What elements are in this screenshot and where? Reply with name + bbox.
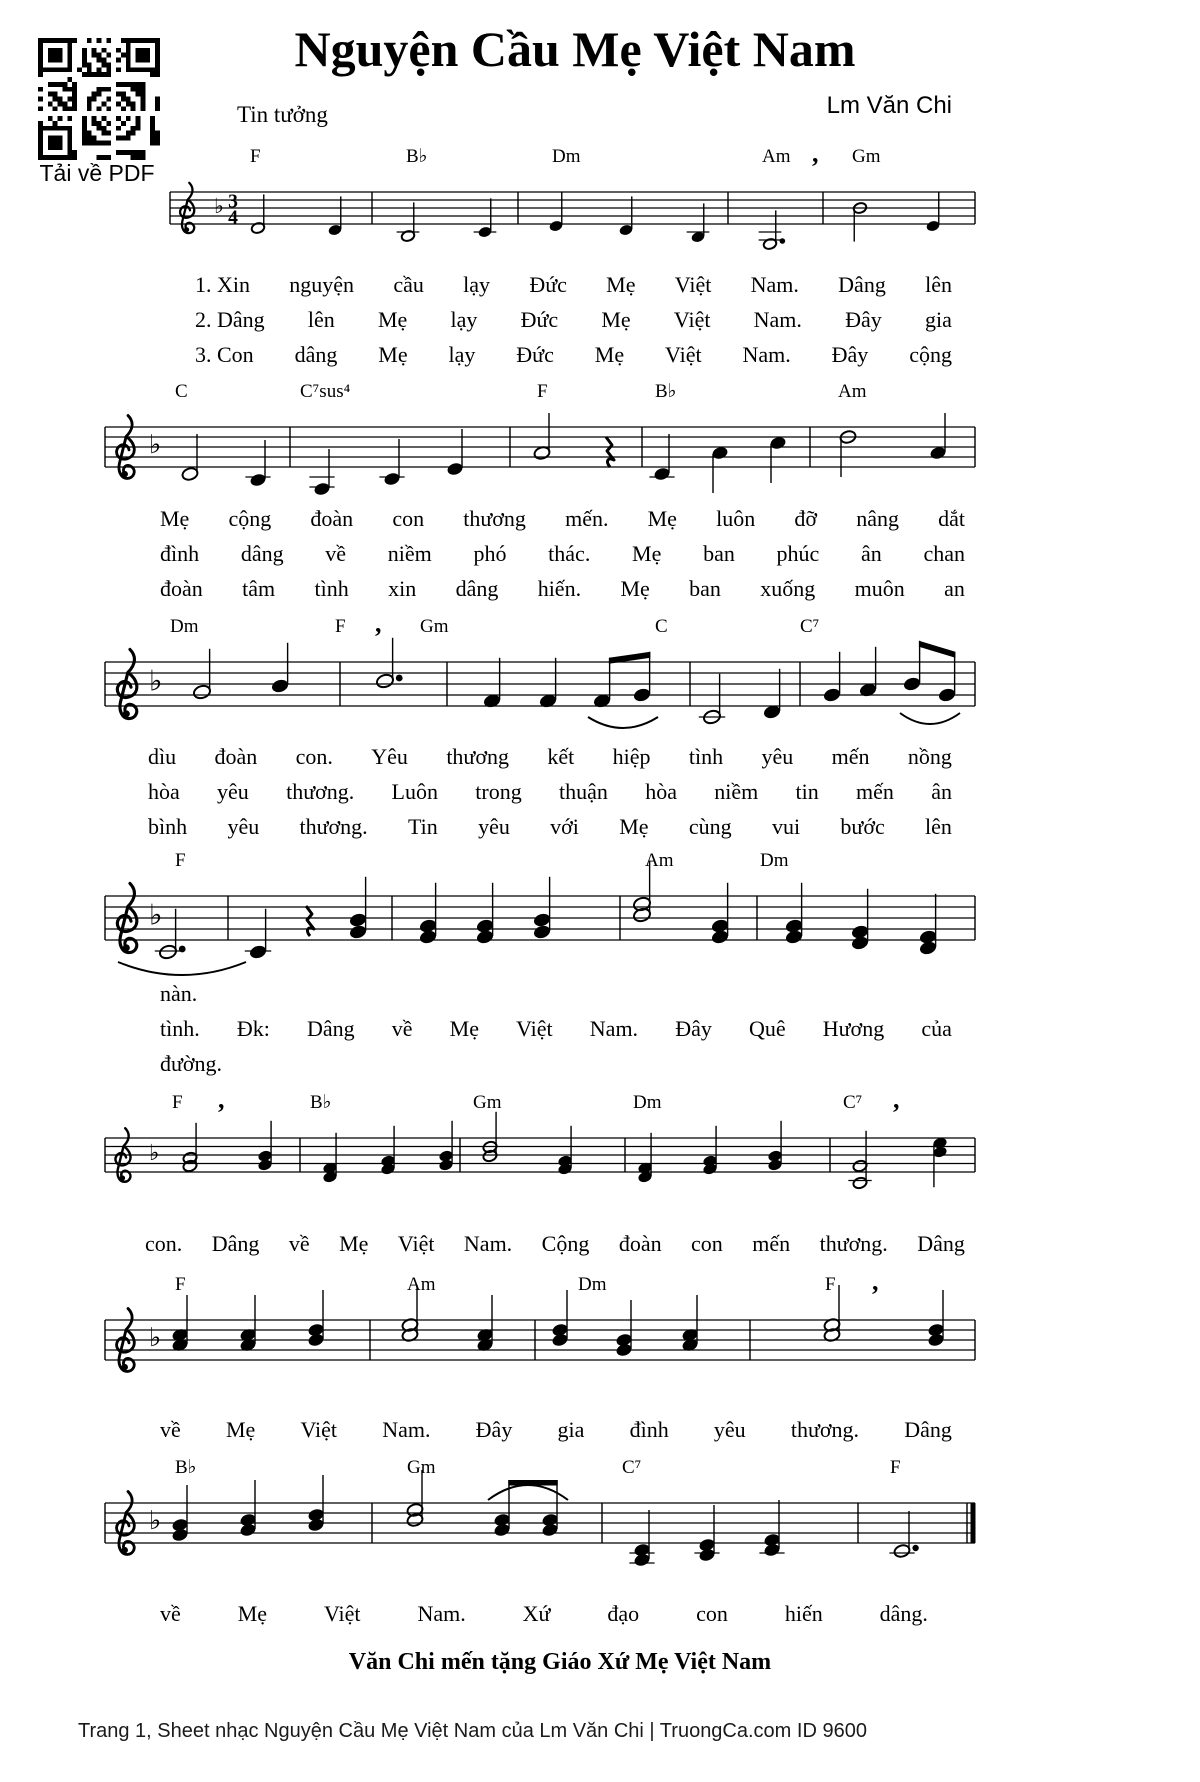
augmentation-dot [780,238,786,244]
lyric-word: Mẹ [237,1601,268,1626]
lyric-word: đình [160,541,200,566]
lyric-word: về [325,541,347,566]
lyric-word: Việt [516,1016,553,1041]
lyric-word: Dâng [904,1417,952,1442]
lyrics-line [160,1016,952,1042]
final-barline-thick [971,1503,976,1543]
breath-mark: , [375,609,382,638]
lyric-word: Đk: [236,1016,270,1041]
lyric-word: gia [924,307,952,332]
augmentation-dot [179,946,186,953]
lyric-word: Dâng [917,1231,965,1256]
notehead [769,435,787,450]
quarter-rest [606,437,614,467]
lyric-word: vui [771,814,801,839]
lyric-word: thương [446,744,509,769]
lyric-word: xuống [760,576,816,601]
chord-label: Dm [633,1092,662,1113]
lyric-word: niềm [387,541,432,566]
notehead [763,1542,781,1557]
lyric-word: Mẹ [619,814,649,839]
lyric-word: Tin [408,814,438,839]
lyric-word: về [288,1231,310,1256]
lyrics-line [160,576,965,602]
lyric-word: thương [463,506,526,531]
lyric-word: Mẹ [377,307,408,332]
chord-label: B♭ [310,1092,332,1113]
notehead [475,929,494,945]
lyric-word: trong [475,779,522,804]
lyric-word: cùng [688,814,732,839]
lyric-word: Việt [673,307,711,332]
lyric-word: nồng [907,744,952,769]
lyric-word: Đây [845,307,882,332]
lyric-word: hiến [784,1601,823,1626]
notehead [348,924,367,940]
chord-label: F [172,1092,183,1113]
notehead [822,687,841,703]
lyric-word: niềm [714,779,759,804]
download-pdf-link[interactable]: Tải về PDF [39,160,155,186]
lyric-word: Đây [675,1016,712,1041]
lyric-word: con. [145,1231,183,1256]
lyric-word: lạy [450,307,478,332]
tempo-marking: Tin tưởng [237,102,328,127]
lyric-word: con [691,1231,723,1256]
key-signature-flat: ♭ [149,666,163,698]
chord-label: Am [645,850,674,871]
lyric-word: chan [923,541,965,566]
notehead [929,445,947,460]
key-signature-flat: ♭ [149,1506,162,1535]
lyric-word: ân [931,779,952,804]
key-signature-flat: ♭ [149,430,162,459]
lyric-word: ân [861,541,882,566]
lyric-word: yêu [227,814,260,839]
chord-label: Gm [407,1457,436,1478]
lyric-word: Mẹ [632,541,662,566]
lyric-word: Việt [674,272,712,297]
chord-label: Gm [473,1092,502,1113]
eighth-beam [919,641,955,658]
lyric-word: cầu [393,272,424,297]
lyric-word: 1. Xin [195,272,250,297]
chord-label: F [890,1457,901,1478]
breath-mark: , [218,1085,225,1114]
lyric-word: ban [703,541,735,566]
lyric-word: mến. [565,506,609,531]
notehead [307,1332,325,1347]
lyric-word: Yêu [371,744,408,769]
chord-label: F [537,381,548,402]
lyric-word: Nam. [750,272,799,297]
chord-label: C [175,381,188,402]
key-signature-flat: ♭ [149,1323,162,1352]
key-signature-flat: ♭ [149,1140,160,1166]
lyric-word: thương. [299,814,368,839]
lyric-word: đoàn [160,576,203,601]
lyric-word: Việt [323,1601,361,1626]
lyric-word: phó [473,541,507,566]
notehead [850,935,869,951]
lyric-word: Xứ [522,1601,551,1626]
lyric-word: Nam. [463,1231,513,1256]
notehead [158,944,177,960]
notehead [551,1332,569,1347]
lyric-word: Dâng [838,272,886,297]
lyric-word: yêu [217,779,249,804]
lyric-word: Việt [665,342,702,367]
notehead [493,1522,511,1537]
quarter-rest [306,906,314,936]
lyric-word: cộng [909,342,952,367]
lyric-word: con [392,506,425,531]
slur [118,962,246,975]
lyric-word: bước [840,814,885,839]
lyric-word: Mẹ [225,1417,256,1442]
chord-label: F [825,1274,836,1295]
chord-label: C [655,616,668,637]
lyric-word: dâng [294,342,338,367]
lyric-word: dìu [148,744,177,769]
lyric-word: về [160,1417,181,1442]
lyric-word: yêu [761,744,794,769]
chord-label: Am [838,381,867,402]
lyric-word: Đức [516,342,554,367]
notehead [383,471,401,486]
lyric-word: 3. Con [195,342,254,367]
lyric-word: Nam. [589,1016,639,1041]
lyrics-line [148,779,952,805]
notehead [927,1332,945,1347]
time-signature-bottom: 4 [228,207,238,229]
lyric-word: nâng [856,506,899,531]
lyric-word: ban [689,576,721,601]
lyric-word: Quê [748,1016,786,1041]
chord-label: C⁷ [622,1457,642,1478]
lyric-word: muôn [854,576,905,601]
lyric-word: thương. [819,1231,888,1256]
breath-mark: , [812,139,819,168]
composer-name: Lm Văn Chi [826,92,952,119]
lyric-word: gia [557,1417,585,1442]
lyric-word: Mẹ [339,1231,369,1256]
lyrics-line [160,1051,952,1077]
notehead [711,445,729,460]
lyric-word: thuận [559,779,608,804]
notehead [918,940,937,956]
lyric-word: phúc [776,541,820,566]
lyric-word: yêu [478,814,510,839]
chord-label: Am [407,1274,436,1295]
lyric-word: Mẹ [601,307,631,332]
notehead [784,929,803,945]
lyric-word: con [696,1601,728,1626]
notehead [532,912,551,928]
lyric-word: Đức [529,272,567,297]
notehead [181,466,199,481]
notehead [239,1522,257,1537]
time-signature-top: 3 [228,191,238,213]
notehead [533,445,551,460]
lyrics-line [148,744,952,770]
lyrics-line [160,1417,952,1443]
notehead [248,944,267,960]
notehead [893,1543,911,1558]
lyrics-line [160,1601,928,1627]
lyric-word: hòa [148,779,180,804]
breath-mark: , [872,1267,879,1296]
lyric-word: đường. [160,1051,223,1076]
lyric-word: Nam. [742,342,791,367]
lyric-word: dâng. [879,1601,928,1626]
lyric-word: Mẹ [594,342,625,367]
lyric-word: về [160,1601,181,1626]
lyric-word: con. [295,744,333,769]
lyrics-line [145,1231,965,1257]
lyric-word: thương. [286,779,355,804]
lyric-word: 2. Dâng [195,307,265,332]
lyric-word: kết [547,744,575,769]
chord-label: Dm [760,850,789,871]
slur [488,1485,568,1500]
chord-label: B♭ [406,146,428,167]
notehead [375,673,394,689]
lyric-word: Mẹ [160,506,190,531]
lyric-word: mến [752,1231,791,1256]
chord-label: C⁷ [800,616,820,637]
notehead [313,481,331,496]
lyric-word: đạo [607,1601,640,1626]
notehead [446,461,464,476]
lyric-word: về [391,1016,413,1041]
lyric-word: Dâng [211,1231,260,1256]
notehead [270,678,289,694]
chord-label: B♭ [655,381,677,402]
key-signature-flat: ♭ [214,194,224,218]
notehead [418,929,437,945]
lyric-word: tin [795,779,819,804]
notehead [541,1522,559,1537]
lyric-word: dâng [455,576,499,601]
chord-label: C⁷ [843,1092,863,1113]
lyric-word: hiến. [537,576,582,601]
lyrics-line [160,506,965,532]
chord-label: F [250,146,261,167]
lyric-word: an [944,576,965,601]
chord-label: Gm [420,616,449,637]
lyric-word: của [921,1016,952,1041]
chord-label: B♭ [175,1457,197,1478]
lyric-word: Nam. [417,1601,466,1626]
lyric-word: đoàn [618,1231,662,1256]
lyric-word: lên [925,272,952,297]
lyrics-line [148,814,952,840]
lyric-word: Hương [822,1016,885,1041]
lyric-word: lạy [463,272,491,297]
lyrics-line [195,272,952,298]
lyrics-line [195,342,952,368]
slur [900,713,960,724]
lyric-word: Đây [831,342,869,367]
lyric-word: thác. [548,541,591,566]
key-signature-flat: ♭ [149,900,163,932]
lyric-word: Mẹ [620,576,650,601]
lyric-word: thương. [790,1417,860,1442]
lyric-word: nguyện [289,272,355,297]
notehead [192,684,211,700]
lyrics-line [195,307,952,333]
dedication-text: Văn Chi mến tặng Giáo Xứ Mẹ Việt Nam [348,1649,772,1675]
lyric-word: Cộng [541,1231,590,1256]
chord-label: Dm [170,616,199,637]
lyrics-line [160,981,952,1007]
chord-label: F [335,616,346,637]
lyric-word: hiệp [612,744,651,769]
notehead [937,687,956,703]
lyric-word: tình [314,576,349,601]
lyric-word: nàn. [160,981,198,1006]
notehead [532,924,551,940]
notehead [171,1527,189,1542]
lyric-word: bình [148,814,188,839]
lyric-word: yêu [713,1417,746,1442]
chord-label: F [175,1274,186,1295]
song-title: Nguyện Cầu Mẹ Việt Nam [294,21,856,77]
lyric-word: với [550,814,579,839]
lyric-word: dâng [240,541,284,566]
slur [588,717,658,728]
lyric-word: Luôn [391,779,438,804]
lyric-word: Nam. [382,1417,431,1442]
lyric-word: hòa [645,779,677,804]
lyric-word: Việt [397,1231,435,1256]
notehead [632,687,651,703]
lyric-word: cộng [228,506,272,531]
chord-label: F [175,850,186,871]
notehead [710,929,729,945]
lyric-word: luôn [716,506,756,531]
augmentation-dot [912,1545,918,1551]
chord-label: Dm [552,146,581,167]
lyric-word: Dâng [306,1016,355,1041]
lyric-word: đoàn [214,744,258,769]
lyric-word: Việt [300,1417,338,1442]
lyrics-line [160,541,965,567]
notehead [653,466,671,481]
lyric-word: Đức [520,307,559,332]
chord-label: Dm [578,1274,607,1295]
notehead [902,676,921,692]
lyric-word: Mẹ [606,272,636,297]
lyric-word: lên [925,814,952,839]
lyric-word: lạy [448,342,476,367]
lyric-word: Nam. [753,307,802,332]
lyric-word: Mẹ [647,506,677,531]
breath-mark: , [893,1085,900,1114]
lyric-word: tình. [160,1016,200,1041]
chord-label: C⁷sus⁴ [300,381,351,402]
notehead [698,1547,716,1562]
notehead [348,912,367,928]
notehead [633,1552,651,1567]
lyric-word: đỡ [794,506,818,531]
notehead [249,472,267,487]
lyric-word: xin [388,576,417,601]
lyric-word: lên [307,307,335,332]
lyric-word: đoàn [310,506,354,531]
chord-label: Am [762,146,791,167]
notehead [307,1517,325,1532]
lyric-word: Đây [475,1417,513,1442]
lyric-word: mến [831,744,870,769]
lyric-word: tâm [242,576,276,601]
lyric-word: tình [688,744,724,769]
lyric-word: Mẹ [378,342,408,367]
page-footer: Trang 1, Sheet nhạc Nguyện Cầu Mẹ Việt Nam của Lm Văn Chi | TruongCa.com ID 9600 [78,1720,867,1742]
lyric-word: Mẹ [449,1016,479,1041]
lyric-word: mến [856,779,894,804]
chord-label: Gm [852,146,881,167]
lyric-word: đình [629,1417,669,1442]
notehead [615,1342,633,1357]
lyric-word: dắt [938,506,965,531]
augmentation-dot [396,675,403,682]
